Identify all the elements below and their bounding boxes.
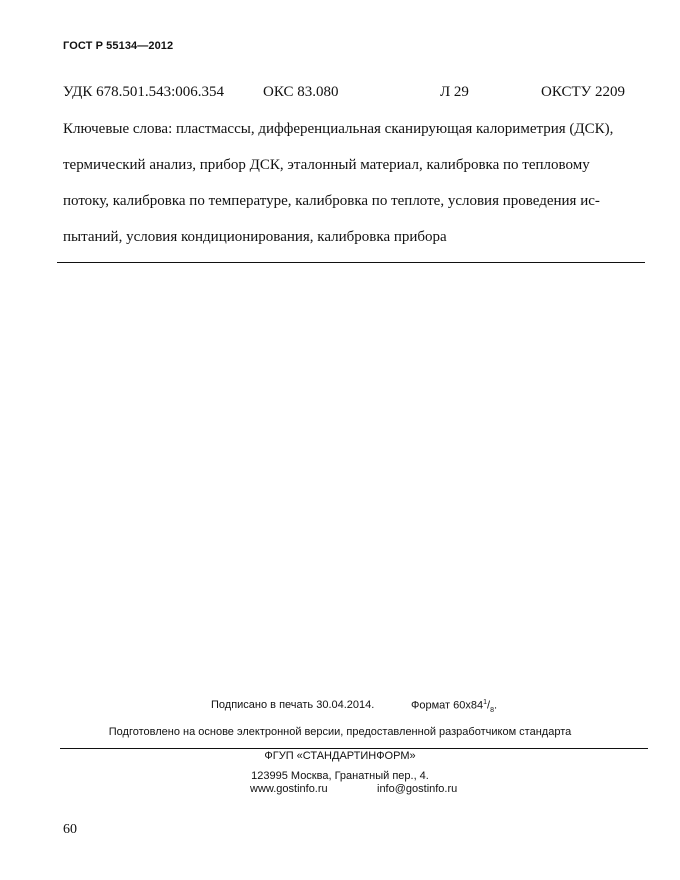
standard-header: ГОСТ Р 55134—2012 (63, 40, 174, 52)
publisher-website: www.gostinfo.ru (250, 783, 328, 795)
udk-code: УДК 678.501.543:006.354 (63, 84, 225, 100)
imprint-divider (60, 748, 648, 749)
keywords-line: потоку, калибровка по температуре, калибровка по теплоте, условия проведения ис- (63, 193, 600, 209)
format-denominator: 8 (490, 706, 494, 714)
signed-date: Подписано в печать 30.04.2014. (211, 699, 375, 711)
oks-code: ОКС 83.080 (263, 84, 339, 100)
format-numerator: 1 (483, 699, 488, 706)
keywords-line: пытаний, условия кондиционирования, калибровка прибора (63, 229, 447, 245)
keywords-line: термический анализ, прибор ДСК, эталонный материал, калибровка по тепловому (63, 157, 590, 173)
paper-format: Формат $60х84^1/_8$. (411, 699, 498, 714)
publisher-name: ФГУП «СТАНДАРТИНФОРМ» (264, 750, 416, 762)
format-label: Формат 60х84 (411, 699, 484, 712)
prepared-note: Подготовлено на основе электронной версии, предоставленной разработчиком стандарта (108, 726, 572, 738)
publisher-address: 123995 Москва, Гранатный пер., 4. (251, 770, 429, 782)
keywords-line: Ключевые слова: пластмассы, дифференциальная сканирующая калориметрия (ДСК), (63, 121, 614, 137)
okstu-code: ОКСТУ 2209 (541, 84, 626, 100)
format-suffix: . (493, 699, 498, 712)
keywords-divider (57, 262, 645, 263)
l-code: Л 29 (440, 84, 469, 100)
page-number: 60 (63, 822, 77, 837)
publisher-email: info@gostinfo.ru (377, 783, 458, 795)
